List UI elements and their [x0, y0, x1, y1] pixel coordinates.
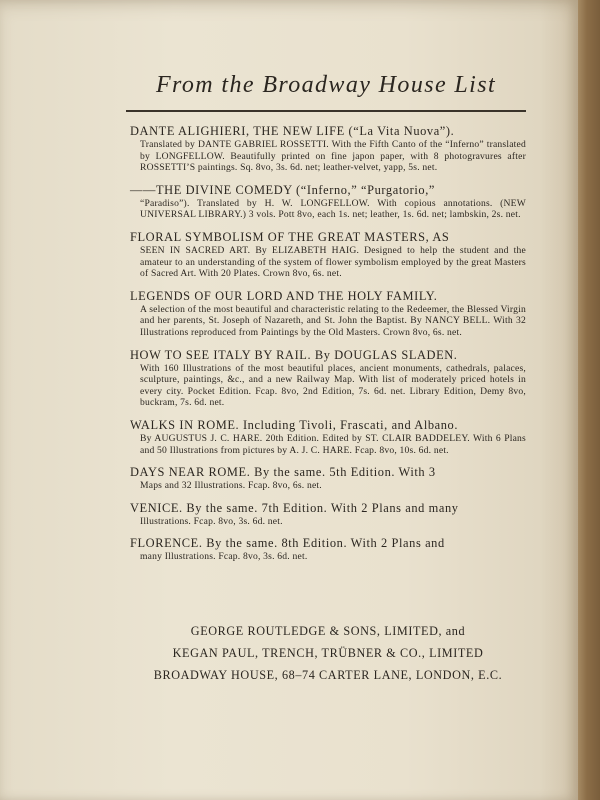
- entry-description: By AUGUSTUS J. C. HARE. 20th Edition. Edited by ST. CLAIR BADDELEY. With 6 Plans and 50 Illustrations from pictures by A. J. C. HARE. Fcap. 8vo, 10s. 6d. net.: [140, 432, 526, 456]
- list-item: [130, 183, 526, 221]
- entry-title: FLORENCE. By the same. 8th Edition. With 2 Plans and: [130, 536, 445, 551]
- entry-description: Translated by DANTE GABRIEL ROSSETTI. With the Fifth Canto of the “Inferno” translated by LONGFELLOW. Beautifully printed on fine japon paper, with 8 photogravures after ROSSETTI’S paintings. Sq. 8vo, 3s. 6d. net; leather-velvet, yapp, 5s. net.: [140, 139, 526, 174]
- publisher-line-2: KEGAN PAUL, TRENCH, TRÜBNER & CO., LIMITED: [172, 646, 484, 660]
- book-list: [130, 124, 526, 572]
- title-rule: [126, 110, 526, 112]
- entry-description: Illustrations. Fcap. 8vo, 3s. 6d. net.: [140, 515, 283, 527]
- list-item: [130, 348, 526, 409]
- entry-title: ——THE DIVINE COMEDY (“Inferno,” “Purgatorio,”: [130, 182, 436, 197]
- publisher-address: BROADWAY HOUSE, 68–74 CARTER LANE, LONDON, E.C.: [153, 668, 503, 682]
- list-item: [130, 230, 526, 280]
- publisher-line-1: GEORGE ROUTLEDGE & SONS, LIMITED, and: [190, 624, 466, 638]
- entry-title: LEGENDS OF OUR LORD AND THE HOLY FAMILY.: [130, 288, 438, 303]
- list-item: [130, 418, 526, 456]
- page-title: From the Broadway House List: [155, 72, 497, 98]
- entry-description: SEEN IN SACRED ART. By ELIZABETH HAIG. Designed to help the student and the amateur to an understanding of the system of flower symbolism employed by the great Masters of Sacred Art. With 20 Plates. Crown 8vo, 6s. net.: [140, 244, 526, 280]
- entry-description: With 160 Illustrations of the most beautiful places, ancient monuments, cathedrals, palaces, sculpture, paintings, &c., and a new Railway Map. With list of moderately priced hotels in every city. Pocket Edition. Fcap. 8vo, 2nd Edition, 7s. 6d. net. Library Edition, Demy 8vo, buckram, 7s. 6d. net.: [140, 362, 526, 409]
- entry-description: many Illustrations. Fcap. 8vo, 3s. 6d. net.: [140, 551, 308, 563]
- entry-description: “Paradiso”). Translated by H. W. LONGFELLOW. With copious annotations. (NEW UNIVERSAL LIBRARY.) 3 vols. Pott 8vo, each 1s. net; leather, 1s. 6d. net; lambskin, 2s. net.: [140, 197, 526, 221]
- entry-title: DANTE ALIGHIERI, THE NEW LIFE (“La Vita Nuova”).: [130, 124, 455, 138]
- list-item: [130, 465, 526, 492]
- entry-title: FLORAL SYMBOLISM OF THE GREAT MASTERS, AS: [130, 229, 450, 244]
- list-item: [130, 124, 526, 174]
- entry-title: DAYS NEAR ROME. By the same. 5th Edition. With 3: [130, 465, 436, 480]
- publisher-imprint: [130, 624, 526, 690]
- list-item: [130, 536, 526, 563]
- page-gutter-shadow: [540, 0, 578, 800]
- list-item: [130, 501, 526, 528]
- entry-title: HOW TO SEE ITALY BY RAIL. By DOUGLAS SLADEN.: [130, 347, 458, 362]
- entry-title: VENICE. By the same. 7th Edition. With 2 Plans and many: [130, 500, 459, 515]
- entry-description: A selection of the most beautiful and characteristic relating to the Redeemer, the Blessed Virgin and her parents, St. Joseph of Nazareth, and St. John the Baptist. By NANCY BELL. With 32 Illustrations reproduced from Paintings by the Old Masters. Crown 8vo, 6s. net.: [140, 303, 526, 338]
- entry-description: Maps and 32 Illustrations. Fcap. 8vo, 6s. net.: [140, 480, 322, 492]
- entry-title: WALKS IN ROME. Including Tivoli, Frascati, and Albano.: [130, 417, 459, 432]
- book-cover-edge: [578, 0, 600, 800]
- list-item: [130, 289, 526, 339]
